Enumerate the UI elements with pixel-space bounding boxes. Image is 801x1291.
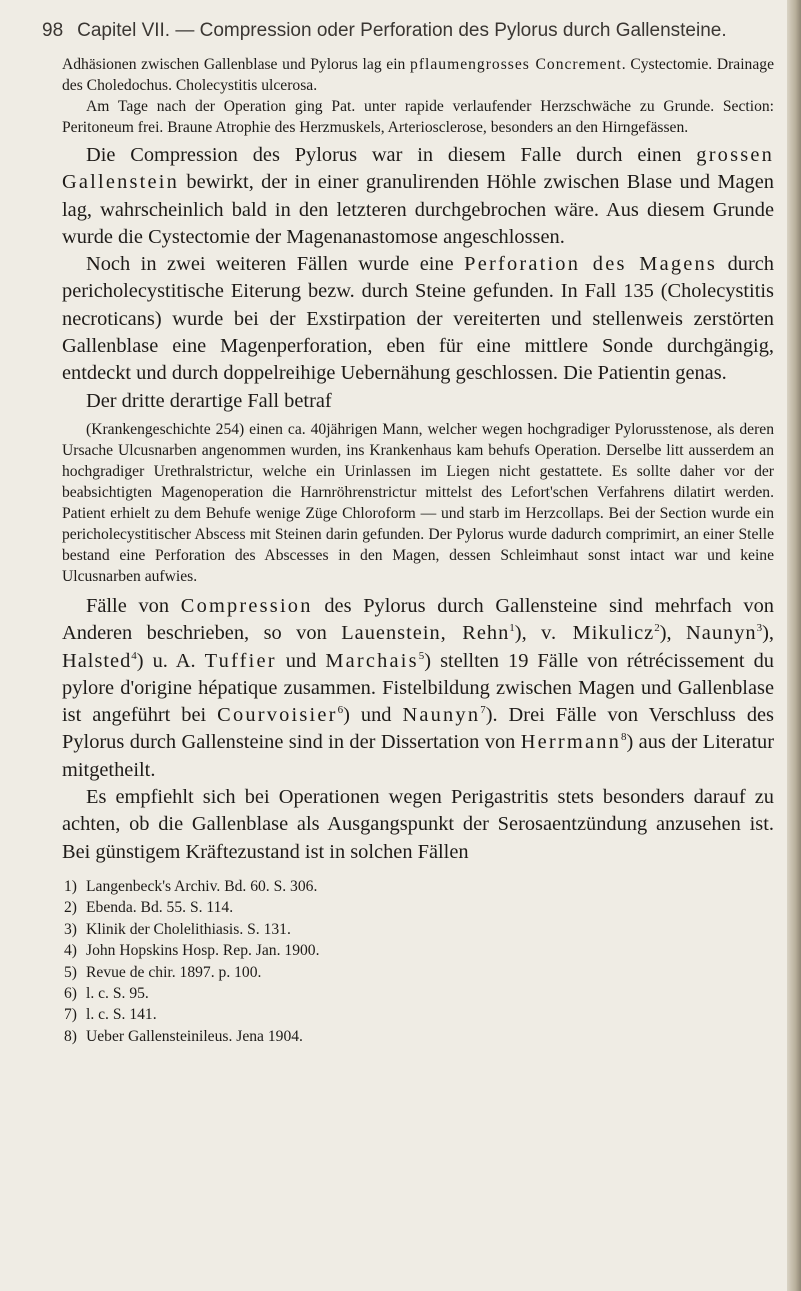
footnote-ref: 8 [621,731,627,744]
footnote-item [62,876,774,897]
text-run: Fälle von [86,594,181,617]
text-run: Adhäsionen zwischen Gallenblase und Pylorus lag ein [62,56,411,73]
running-header [42,20,762,42]
footnote-number: 5) [64,963,77,981]
footnote-ref: 4 [131,649,137,662]
author-name: v. Mikulicz [541,622,655,645]
text-run: ) und [343,704,403,727]
author-name: Naunyn [402,704,481,727]
paragraph-compression [62,142,774,251]
text-run: des Pylorus durch Gallensteine sind mehrfach von Anderen beschrieben, so von [62,594,774,645]
text-run: bewirkt, der in einer granulirenden Höhle zwischen Blase und Magen lag, wahrscheinlich bald in den letzteren durchgebrochen wäre. Aus diesem Grunde wurde die Cystectomie der Magenanastomose angeschlossen. [62,171,774,248]
spaced-emphasis: Compression [180,594,313,617]
footnote-text: John Hopskins Hosp. Rep. Jan. 1900. [86,942,320,960]
text-run: ) u. A. [136,649,205,672]
footnote-item [62,1004,774,1025]
footnote-item [62,940,774,961]
footnote-text: Klinik der Cholelithiasis. S. 131. [86,920,291,938]
author-name: Tuffier [204,649,277,672]
text-run: ), [514,622,542,645]
text-run: ). Drei Fälle von Verschluss des Pylorus durch Gallensteine sind in der Dissertation von [62,704,774,754]
footnote-number: 6) [64,984,77,1002]
paragraph-perforation [62,251,774,387]
footnote-text: Langenbeck's Archiv. Bd. 60. S. 306. [86,877,318,895]
footnotes [62,876,774,1047]
author-name: Halsted [62,649,132,672]
author-name: Naunyn [686,622,757,645]
running-title: Capitel VII. — Compression oder Perforation des Pylorus durch Gallensteine. [77,20,727,41]
paragraph-third-case-intro: Der dritte derartige Fall betraf [86,389,332,412]
page-edge-shadow [787,0,801,1291]
footnote-ref: 3 [756,622,763,635]
text-run: . Cystectomie. Drainage des Choledochus. Cholecystitis ulcerosa. [62,56,774,94]
case-summary-continuation [62,54,774,96]
text-run: ), [762,622,774,645]
page-body [62,54,774,1047]
case-outcome-paragraph: Am Tage nach der Operation ging Pat. unter rapide verlaufender Herzschwäche zu Grunde. Section: Peritoneum frei. Braune Atrophie des Herzmuskels, Arteriosclerose, besonders an den Hirngefässen. [62,98,774,136]
text-run: Die Compression des Pylorus war in diesem Falle durch einen [86,144,697,166]
footnote-number: 2) [64,899,77,917]
text-run: ) aus der Literatur mitgetheilt. [62,731,774,781]
footnote-item [62,1026,774,1047]
page-number: 98 [42,20,64,41]
footnote-ref: 1 [509,622,515,635]
author-name: Herrmann [520,731,621,754]
spaced-emphasis: grossen Gallenstein [62,144,774,194]
author-name: Lauenstein, Rehn [341,622,510,645]
footnote-item [62,962,774,983]
footnote-item [62,983,774,1004]
footnote-number: 3) [64,920,77,938]
text-run: und [276,649,326,672]
footnote-item [62,919,774,940]
author-name: Marchais [325,649,419,672]
spaced-emphasis: Perforation des Magens [464,253,718,276]
case-report-254: (Krankengeschichte 254) einen ca. 40jährigen Mann, welcher wegen hochgradiger Pylorusstenose, als deren Ursache Ulcusnarben angenommen wurden, ins Krankenhaus kam behufs Operation. Derselbe litt ausserdem an hochgradiger Urethralstrictur, welche ein Urinlassen im Liegen nicht gestattete. Es sollte daher vor der beabsichtigten Magenoperation die Harnröhrenstrictur mittelst des Lefort'schen Verfahrens dilatirt werden. Patient erhielt zu dem Behufe wenige Züge Chloroform — und starb im Herzcollaps. Bei der Section wurde ein pericholecystitischer Abscess mit Steinen darin gefunden. Der Pylorus wurde dadurch comprimirt, an einer Stelle bestand eine Perforation des Abscesses in den Magen, dessen Schleimhaut sonst intact war und keine Ulcusnarben aufwies. [62,420,774,585]
footnote-number: 1) [64,877,77,895]
footnote-item [62,897,774,918]
spaced-emphasis: pflaumengrosses Concrement [410,56,622,73]
footnote-text: Revue de chir. 1897. p. 100. [86,963,262,981]
footnote-number: 4) [64,942,77,960]
footnote-ref: 5 [418,649,425,662]
footnote-ref: 7 [480,704,486,717]
text-run: Noch in zwei weiteren Fällen wurde eine [86,253,465,276]
footnote-text: Ebenda. Bd. 55. S. 114. [86,899,234,917]
text-run: durch pericholecystitische Eiterung bezw. durch Steine gefunden. In Fall 135 (Cholecystitis necroticans) wurde bei der Exstirpation der vereiterten und stellenweis zerstörten Gallenblase eine Magenperforation, eben für eine mittlere Sonde durchgängig, entdeckt und durch doppelreihige Uebernähung geschlossen. Die Patientin genas. [62,253,774,385]
footnote-text: Ueber Gallensteinileus. Jena 1904. [86,1027,303,1045]
paragraph-literature [62,593,774,784]
footnote-text: l. c. S. 141. [86,1006,157,1024]
footnote-number: 7) [64,1006,77,1024]
footnote-ref: 6 [337,704,344,717]
text-run: ) stellten 19 Fälle von rétrécissement du pylore d'origine hépatique zusammen. Fistelbildung zwischen Magen und Gallenblase ist angeführt bei [62,649,774,727]
footnote-ref: 2 [654,622,660,635]
text-run: ), [659,622,687,645]
author-name: Courvoisier [217,704,338,727]
footnote-number: 8) [64,1027,77,1045]
footnote-text: l. c. S. 95. [86,984,149,1002]
paragraph-recommendation: Es empfiehlt sich bei Operationen wegen Perigastritis stets besonders darauf zu achten, ob die Gallenblase als Ausgangspunkt der Serosaentzündung anzusehen ist. Bei günstigem Kräftezustand ist in solchen Fällen [62,786,774,863]
